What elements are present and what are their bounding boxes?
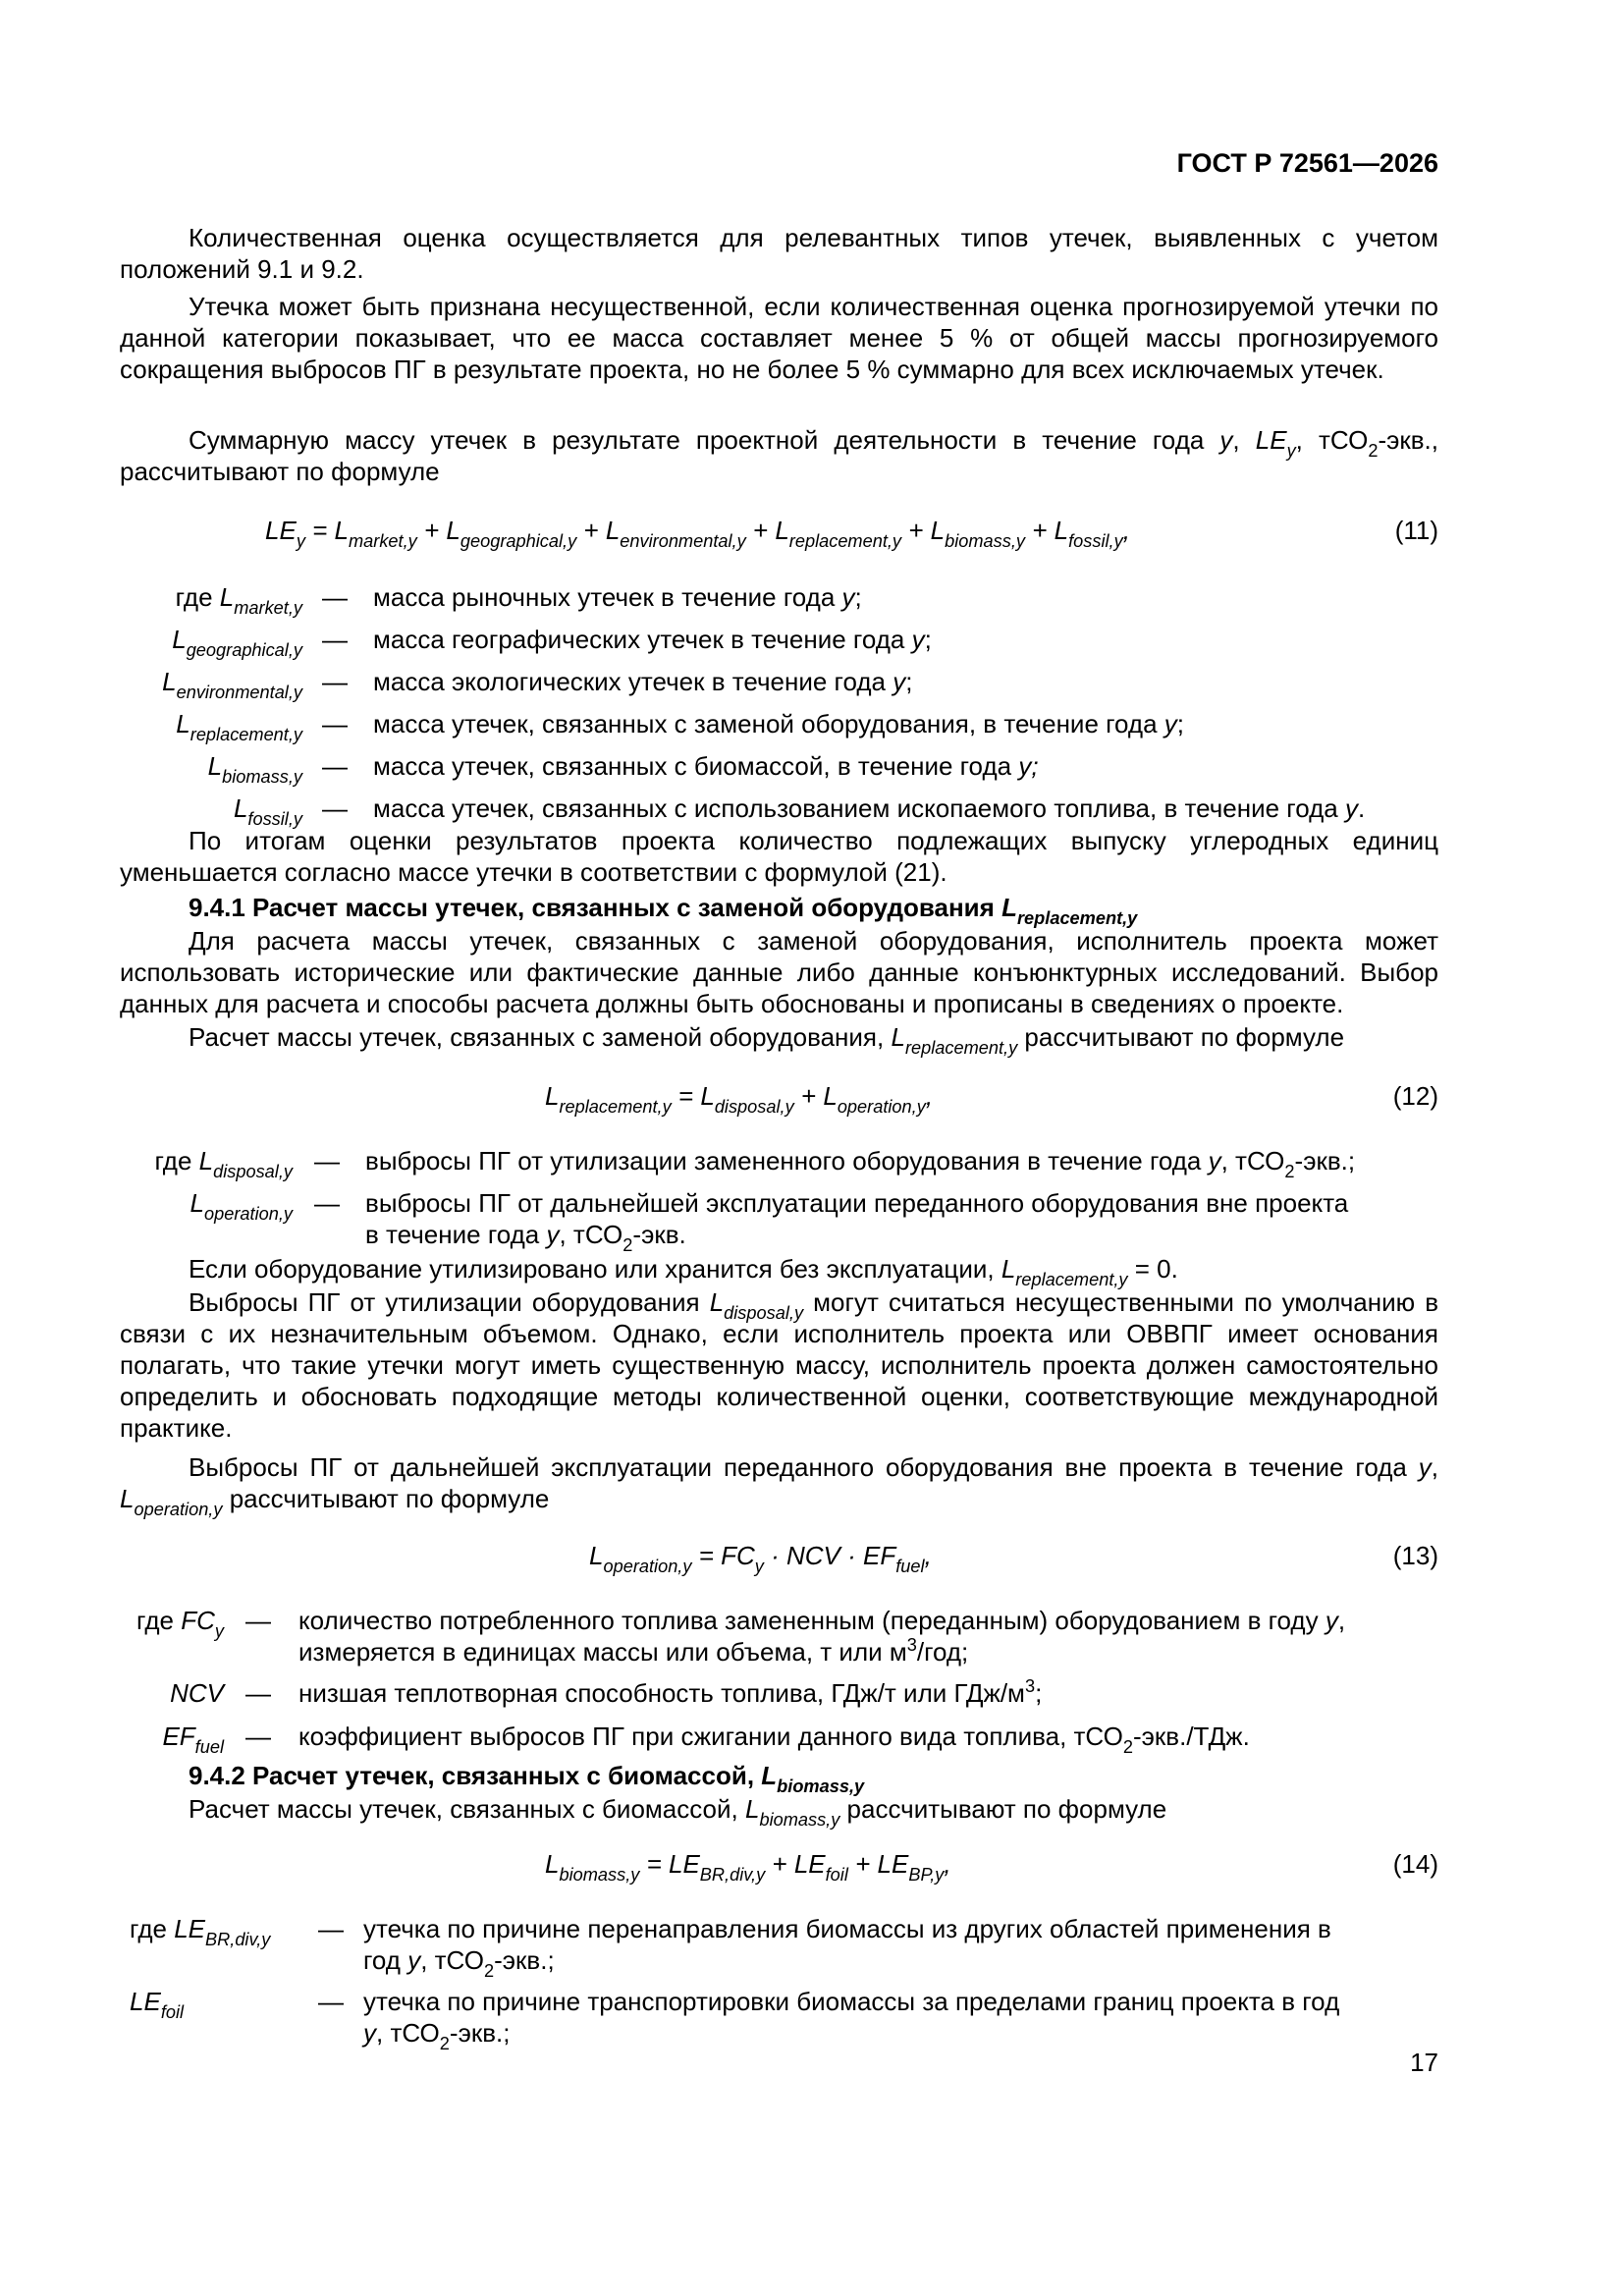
paragraph: Расчет массы утечек, связанных с заменой оборудования, $L_{replacement,y}$ рассчитывают по формуле (189, 1022, 1345, 1058)
section-heading-9-4-2: 9.4.2 Расчет утечек, связанных с биомассой, $L_{biomass,y}$ (189, 1761, 865, 1796)
section-heading-9-4-1: 9.4.1 Расчет массы утечек, связанных с заменой оборудования $L_{replacement,y}$ (189, 893, 1138, 928)
paragraph: Если оборудование утилизировано или хранится без эксплуатации, $L_{replacement,y} = 0$. (189, 1254, 1178, 1289)
formula-number: (13) (1392, 1541, 1438, 1570)
standard-header: ГОСТ Р 72561—2026 (1176, 148, 1438, 178)
formula-number: (12) (1392, 1081, 1438, 1111)
paragraph: Выбросы ПГ от дальнейшей эксплуатации переданного оборудования вне проекта в течение года y, $L_{operation,y}$ рассчитывают по формуле (120, 1452, 1438, 1519)
document-page: ГОСТ Р 72561—2026 Количественная оценка осуществляется для релевантных типов утечек, выявленных с учетом положений 9.1 и 9.2. Утечка может быть признана несущественной, если количественная оценка прогнозируемой утечки по данной категории показывает, что ее масса составляет менее 5 % от общей массы прогнозируемого сокращения выбросов ПГ в результате проекта, но не более 5 % суммарно для всех исключаемых утечек. Суммарную массу утечек в результате проектной деятельности в течение года y, $LE_y$, тСО$_2$-экв., рассчитывают по формуле $LE_y = L_{market,y} + L_{geographical,y} + L_{environmental,y} + L_{replacement,y} + L_{biomass,y} + L_{fossil,y}$, (11) где $L_{market,y}$ — масса рыночных утечек в течение года y; $L_{geographical,y}$ — масса географических утечек в течение года y; $L_{environmental,y}$ — масса экологических утечек в течение года y; $L_{replacement,y}$ — масса утечек, связанных с заменой оборудования, в течение года y; $L_{biomass,y}$ — масса утечек, связанных с биомассой, в течение года y; $L_{fossil,y}$ — масса утечек, связанных с использованием ископаемого топлива, в течение года y. По итогам оценки результатов проекта количество подлежащих выпуску углеродных единиц уменьшается согласно массе утечки в соответствии с формулой (21). 9.4.1 Расчет массы утечек, связанных с заменой оборудования $L_{replacement,y}$ Для расчета массы утечек, связанных с заменой оборудования, исполнитель проекта может использовать исторические или фактические данные либо данные конъюнктурных исследований. Выбор данных для расчета и способы расчета должны быть обоснованы и прописаны в сведениях о проекте. Расчет массы утечек, связанных с заменой оборудования, $L_{replacement,y}$ рассчитывают по формуле $L_{replacement,y} = L_{disposal,y} + L_{operation,y}$, (12) где $L_{disposal,y}$ — выбросы ПГ от утилизации замененного оборудования в течение года y, тСО$_2$-экв.; $L_{operation,y}$ — выбросы ПГ от дальнейшей эксплуатации переданного оборудования вне проекта в течение года y, тСО$_2$-экв. Если оборудование утилизировано или хранится без эксплуатации, $L_{replacement,y} = 0$. Выбросы ПГ от утилизации оборудования $L_{disposal,y}$ могут считаться несущественными по умолчанию в связи с их незначительным объемом. Однако, если исполнитель проекта или ОВВПГ имеет основания полагать, что такие утечки могут иметь существенную массу, исполнитель проекта должен самостоятельно определить и обосновать подходящие методы количественной оценки, соответствующие международной практике. Выбросы ПГ от дальнейшей эксплуатации переданного оборудования вне проекта в течение года y, $L_{operation,y}$ рассчитывают по формуле $L_{operation,y} = FC_y$ · NCV · $EF_{fuel}$, (13) где $FC_y$ — количество потребленного топлива замененным (переданным) оборудованием в году y, измеряется в единицах массы или объема, т или $м^3$/год; NCV — низшая теплотворная способность топлива, ГДж/т или ГДж/$м^3$; $EF_{fuel}$ — коэффициент выбросов ПГ при сжигании данного вида топлива, тСО$_2$-экв./ТДж. 9.4.2 Расчет утечек, связанных с биомассой, $L_{biomass,y}$ Расчет массы утечек, связанных с биомассой, $L_{biomass,y}$ рассчитывают по формуле $L_{biomass,y} = LE_{BR,div,y} + LE_{foil} + LE_{BP,y}$, (14) где $LE_{BR,div,y}$ — утечка по причине перенаправления биомассы из других областей применения в год y, тСО$_2$-экв.; $LE_{foil}$ — утечка по причине транспортировки биомассы за пределами границ проекта в год y, тСО$_2$-экв.; 17 (0, 0, 1623, 2296)
paragraph: По итогам оценки результатов проекта количество подлежащих выпуску углеродных единиц уменьшается согласно массе утечки в соответствии с формулой (21). (120, 826, 1438, 887)
formula-number: (11) (1394, 516, 1438, 545)
paragraph: Утечка может быть признана несущественной, если количественная оценка прогнозируемой утечки по данной категории показывает, что ее масса составляет менее 5 % от общей массы прогнозируемого сокращения выбросов ПГ в результате проекта, но не более 5 % суммарно для всех исключаемых утечек. (120, 292, 1438, 384)
paragraph: Выбросы ПГ от утилизации оборудования $L_{disposal,y}$ могут считаться несущественными по умолчанию в связи с их незначительным объемом. Однако, если исполнитель проекта или ОВВПГ имеет основания полагать, что такие утечки могут иметь существенную массу, исполнитель проекта должен самостоятельно определить и обосновать подходящие методы количественной оценки, соответствующие международной практике. (120, 1287, 1439, 1443)
paragraph: Суммарную массу утечек в результате проектной деятельности в течение года y, $LE_y$, тСО$_2$-экв., рассчитывают по формуле (120, 425, 1438, 486)
paragraph: Для расчета массы утечек, связанных с заменой оборудования, исполнитель проекта может использовать исторические или фактические данные либо данные конъюнктурных исследований. Выбор данных для расчета и способы расчета должны быть обоснованы и прописаны в сведениях о проекте. (120, 926, 1438, 1018)
formula-number: (14) (1392, 1849, 1438, 1879)
page-number: 17 (1410, 2048, 1438, 2077)
paragraph: Расчет массы утечек, связанных с биомассой, $L_{biomass,y}$ рассчитывают по формуле (189, 1794, 1167, 1830)
paragraph: Количественная оценка осуществляется для релевантных типов утечек, выявленных с учетом положений 9.1 и 9.2. (120, 223, 1438, 284)
